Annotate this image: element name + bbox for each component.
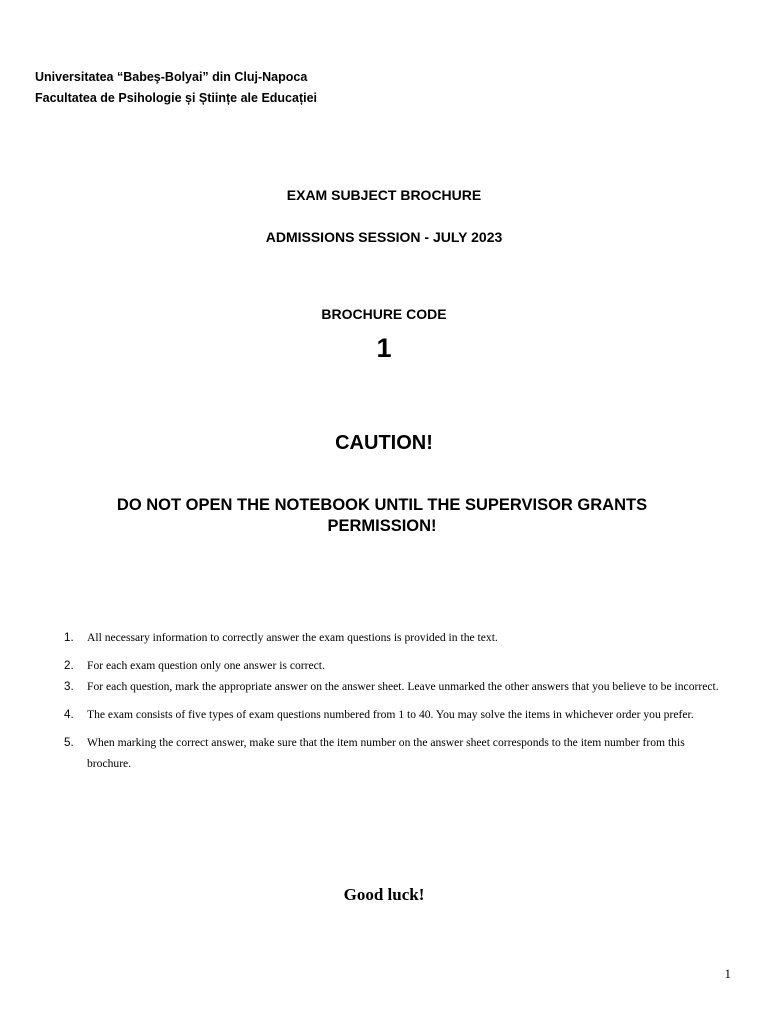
instruction-item bbox=[64, 732, 724, 774]
instruction-item bbox=[64, 676, 724, 697]
instruction-item bbox=[64, 655, 724, 676]
session-title: ADMISSIONS SESSION - JULY 2023 bbox=[265, 229, 503, 245]
page-number: 1 bbox=[724, 966, 731, 981]
instruction-item bbox=[64, 704, 724, 725]
faculty-name: Facultatea de Psihologie și Științe ale Educației bbox=[35, 91, 318, 105]
instruction-number: 5. bbox=[64, 736, 74, 749]
instruction-item bbox=[64, 627, 724, 648]
instruction-number: 3. bbox=[64, 680, 74, 693]
header bbox=[35, 67, 317, 109]
instruction-number: 2. bbox=[64, 659, 74, 672]
good-luck-text: Good luck! bbox=[343, 885, 425, 904]
instructions-list bbox=[64, 627, 724, 774]
caution-heading: CAUTION! bbox=[335, 432, 433, 454]
instruction-number: 1. bbox=[64, 631, 74, 644]
instruction-text: For each question, mark the appropriate answer on the answer sheet. Leave unmarked the other answers that you believe to be incorrect. bbox=[87, 680, 719, 693]
instruction-text: All necessary information to correctly answer the exam questions is provided in the text. bbox=[87, 631, 498, 644]
instruction-text: When marking the correct answer, make sure that the item number on the answer sheet corresponds to the item number from this brochure. bbox=[87, 736, 685, 770]
instruction-text: The exam consists of five types of exam questions numbered from 1 to 40. You may solve the items in whichever order you prefer. bbox=[87, 708, 694, 721]
instruction-number: 4. bbox=[64, 708, 74, 721]
document-title: EXAM SUBJECT BROCHURE bbox=[286, 187, 482, 203]
instruction-text: For each exam question only one answer is correct. bbox=[87, 659, 325, 672]
warning-text: DO NOT OPEN THE NOTEBOOK UNTIL THE SUPERVISOR GRANTS PERMISSION! bbox=[116, 496, 648, 535]
brochure-code-value: 1 bbox=[376, 333, 392, 363]
brochure-code-label: BROCHURE CODE bbox=[321, 306, 447, 322]
university-name: Universitatea “Babeş-Bolyai” din Cluj-Napoca bbox=[35, 70, 308, 84]
